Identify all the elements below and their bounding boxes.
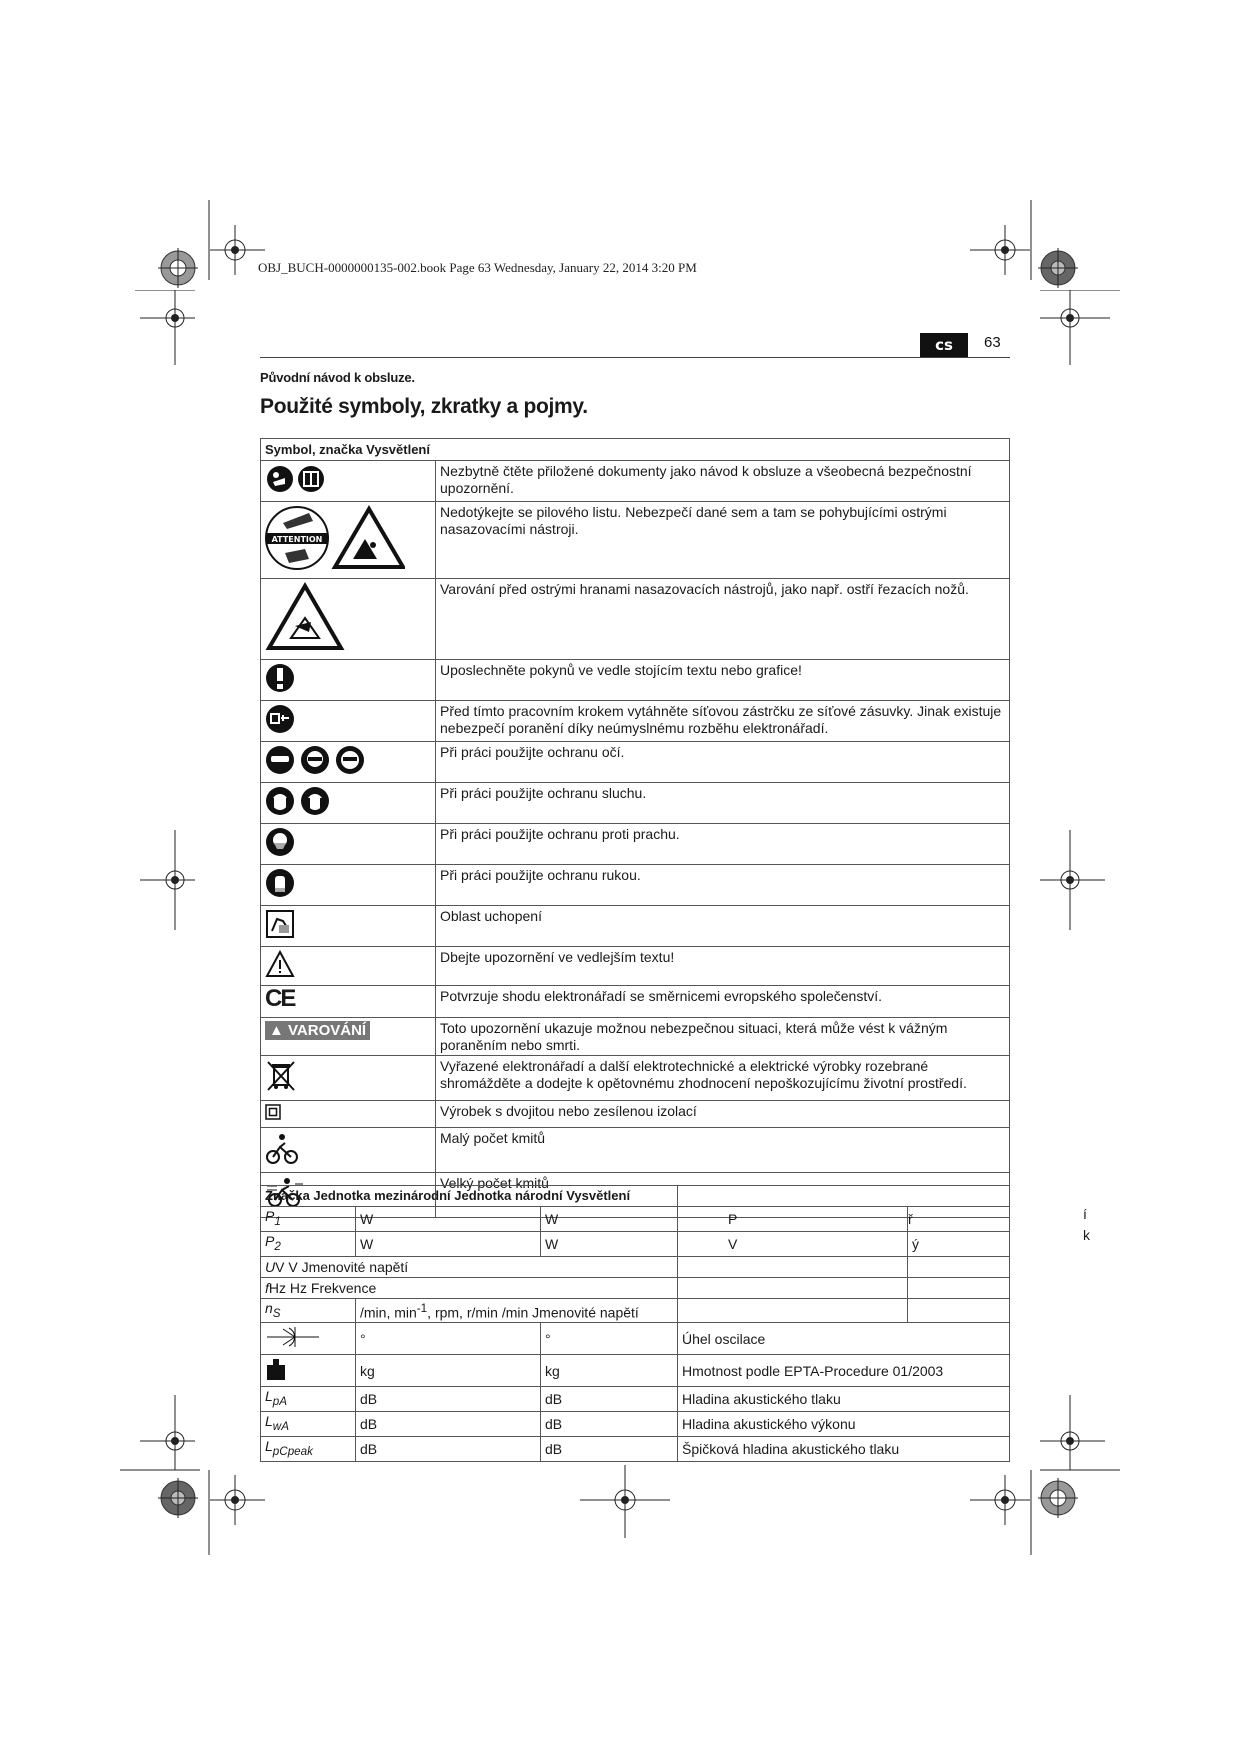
row-description: Dbejte upozornění ve vedlejším textu! bbox=[436, 947, 1010, 986]
symbol-label: P bbox=[265, 1232, 275, 1249]
page-title: Použité symboly, zkratky a pojmy. bbox=[260, 395, 588, 418]
crosshair-mark-bottom-right bbox=[965, 1460, 1035, 1560]
table-row bbox=[261, 1355, 1010, 1387]
table-row bbox=[261, 1412, 1010, 1437]
table-row bbox=[261, 660, 1010, 701]
row-description: Malý počet kmitů bbox=[436, 1128, 1010, 1173]
registration-mark-bottom-right bbox=[1030, 1470, 1090, 1530]
explanation: P bbox=[678, 1207, 908, 1232]
crosshair-mark-left-upper bbox=[135, 290, 195, 370]
saw-blade-warning-icon bbox=[265, 505, 405, 575]
unit-international: ° bbox=[356, 1323, 541, 1355]
table-row bbox=[261, 783, 1010, 824]
symbol-subscript: 1 bbox=[274, 1214, 281, 1228]
row-description: Vyřazené elektronářadí a další elektrotechnické a elektrické výrobky rozebrané shromážděte a dodejte k opětovnému zhodnocení nepoškozujícímu životní prostředí. bbox=[436, 1056, 1010, 1101]
row-description: Při práci použijte ochranu sluchu. bbox=[436, 783, 1010, 824]
crosshair-mark-left-lower bbox=[120, 1395, 200, 1475]
crosshair-mark-bottom-left bbox=[205, 1460, 275, 1560]
crosshair-mark-left-middle bbox=[135, 830, 195, 930]
symbol-subscript: S bbox=[272, 1306, 281, 1320]
symbol-label: L bbox=[265, 1437, 273, 1454]
symbol-subscript: wA bbox=[272, 1419, 289, 1433]
crosshair-mark-right-lower bbox=[1040, 1395, 1120, 1475]
unit-international: /min, min bbox=[360, 1304, 417, 1321]
explanation: Hladina akustického výkonu bbox=[678, 1412, 1010, 1437]
top-rule bbox=[260, 357, 1010, 358]
table-row bbox=[261, 1207, 1010, 1232]
unit-national: dB bbox=[541, 1436, 678, 1461]
table-row bbox=[261, 947, 1010, 986]
unit-national: W bbox=[541, 1231, 678, 1256]
crosshair-mark-bottom-center bbox=[575, 1460, 675, 1540]
oscillation-angle-icon bbox=[265, 1325, 321, 1353]
unit-national: dB bbox=[541, 1387, 678, 1412]
symbols-table bbox=[260, 438, 1010, 1218]
symbol-label: U bbox=[265, 1258, 276, 1275]
table-row bbox=[261, 1277, 1010, 1298]
file-info-header: OBJ_BUCH-0000000135-002.book Page 63 Wednesday, January 22, 2014 3:20 PM bbox=[258, 260, 697, 275]
explanation: Úhel oscilace bbox=[678, 1323, 1010, 1355]
explanation: Hladina akustického tlaku bbox=[678, 1387, 1010, 1412]
table-row bbox=[261, 701, 1010, 742]
explanation: Hmotnost podle EPTA-Procedure 01/2003 bbox=[678, 1355, 1010, 1387]
row-description: Varování před ostrými hranami nasazovacích nástrojů, jako např. ostří řezacích nožů. bbox=[436, 579, 1010, 660]
svg-text:ATTENTION: ATTENTION bbox=[271, 535, 323, 544]
unit-national: W bbox=[541, 1207, 678, 1232]
symbol-subscript: pA bbox=[272, 1395, 288, 1409]
explanation: V bbox=[678, 1231, 908, 1256]
row-description: Oblast uchopení bbox=[436, 906, 1010, 947]
ce-mark-icon: CE bbox=[265, 984, 295, 1012]
language-badge: cs bbox=[920, 333, 968, 357]
row-description: Toto upozornění ukazuje možnou nebezpečnou situaci, která může vést k vážným poraněním nebo smrti. bbox=[436, 1018, 1010, 1056]
explanation-continued: ř bbox=[908, 1207, 1010, 1232]
row-description: Výrobek s dvojitou nebo zesílenou izolací bbox=[436, 1101, 1010, 1128]
unplug-icon bbox=[265, 704, 295, 738]
table-row bbox=[261, 1231, 1010, 1256]
unit-international: dB bbox=[356, 1436, 541, 1461]
symbol-subscript: 2 bbox=[274, 1239, 281, 1253]
table-row bbox=[261, 906, 1010, 947]
unit-superscript: -1 bbox=[416, 1301, 428, 1315]
row-description: Velký počet kmitů bbox=[436, 1173, 1010, 1218]
row-description: Nezbytně čtěte přiložené dokumenty jako návod k obsluze a všeobecná bezpečnostní upozornění. bbox=[436, 461, 1010, 502]
symbol-label: L bbox=[265, 1413, 273, 1430]
units-table bbox=[260, 1185, 1010, 1462]
unit-international: W bbox=[356, 1207, 541, 1232]
units-header-row bbox=[261, 1186, 1010, 1207]
unit-international: dB bbox=[356, 1412, 541, 1437]
unit-and-explanation: V V Jmenovité napětí bbox=[275, 1258, 409, 1275]
ear-protection-icon bbox=[265, 786, 331, 820]
row-description: Nedotýkejte se pilového listu. Nebezpečí dané sem a tam se pohybujícími ostrými nasazovacími nástroji. bbox=[436, 502, 1010, 579]
dust-mask-icon bbox=[265, 827, 295, 861]
explanation: Špičková hladina akustického tlaku bbox=[678, 1436, 1010, 1461]
warning-label-text: VAROVÁNÍ bbox=[288, 1022, 367, 1039]
subtitle: Původní návod k obsluze. bbox=[260, 370, 415, 385]
symbol-label: P bbox=[265, 1208, 275, 1224]
table-row bbox=[261, 1436, 1010, 1461]
unit-national: ° bbox=[541, 1323, 678, 1355]
row-description: Při práci použijte ochranu očí. bbox=[436, 742, 1010, 783]
eye-protection-icon bbox=[265, 745, 365, 779]
symbol-label: n bbox=[265, 1299, 273, 1316]
table-row bbox=[261, 1018, 1010, 1056]
unit-national: kg bbox=[541, 1355, 678, 1387]
symbol-subscript: pCpeak bbox=[272, 1444, 313, 1458]
table-row bbox=[261, 1101, 1010, 1128]
table-row bbox=[261, 1323, 1010, 1355]
crosshair-mark-right-upper bbox=[1040, 290, 1120, 370]
unit-international: W bbox=[356, 1231, 541, 1256]
warning-label-icon: ▲ VAROVÁNÍ bbox=[265, 1021, 370, 1040]
weee-bin-icon bbox=[265, 1059, 297, 1097]
registration-mark-bottom-left bbox=[150, 1470, 210, 1530]
stray-character: k bbox=[1083, 1227, 1090, 1243]
table-row bbox=[261, 1256, 1010, 1277]
gloves-icon bbox=[265, 868, 295, 902]
table-row bbox=[261, 986, 1010, 1018]
table-header: Symbol, značka Vysvětlení bbox=[261, 439, 1010, 461]
units-table-header: Značka Jednotka mezinárodní Jednotka národní Vysvětlení bbox=[261, 1186, 678, 1207]
table-row bbox=[261, 579, 1010, 660]
table-row bbox=[261, 1298, 1010, 1323]
symbol-label: f bbox=[265, 1279, 269, 1296]
warning-triangle-icon bbox=[265, 950, 295, 982]
table-row bbox=[261, 1387, 1010, 1412]
low-vibration-bike-icon bbox=[265, 1131, 299, 1169]
unit-international: kg bbox=[356, 1355, 541, 1387]
table-row bbox=[261, 742, 1010, 783]
row-description: Před tímto pracovním krokem vytáhněte síťovou zástrčku ze síťové zásuvky. Jinak existuje nebezpečí poranění díky neúmyslnému rozběhu elektronářadí. bbox=[436, 701, 1010, 742]
row-description: Při práci použijte ochranu rukou. bbox=[436, 865, 1010, 906]
unit-and-explanation: Hz Hz Frekvence bbox=[268, 1279, 377, 1296]
double-insulation-icon bbox=[265, 1104, 281, 1124]
grip-area-icon bbox=[265, 909, 295, 943]
weight-icon bbox=[265, 1357, 287, 1385]
crosshair-mark-top-left bbox=[205, 200, 275, 290]
table-row bbox=[261, 824, 1010, 865]
explanation-continued: ý bbox=[908, 1231, 1010, 1256]
row-description: Potvrzuje shodu elektronářadí se směrnicemi evropského společenství. bbox=[436, 986, 1010, 1018]
table-row bbox=[261, 502, 1010, 579]
table-row bbox=[261, 1128, 1010, 1173]
page-number: 63 bbox=[984, 334, 1001, 351]
table-row bbox=[261, 461, 1010, 502]
row-description: Při práci použijte ochranu proti prachu. bbox=[436, 824, 1010, 865]
unit-continued: , rpm, r/min /min Jmenovité napětí bbox=[427, 1304, 639, 1321]
table-header-row bbox=[261, 439, 1010, 461]
row-description: Uposlechněte pokynů ve vedle stojícím textu nebo grafice! bbox=[436, 660, 1010, 701]
unit-national: dB bbox=[541, 1412, 678, 1437]
table-row bbox=[261, 1056, 1010, 1101]
symbol-label: L bbox=[265, 1388, 273, 1405]
exclamation-icon bbox=[265, 663, 295, 697]
read-manual-icon bbox=[265, 464, 327, 498]
unit-international: dB bbox=[356, 1387, 541, 1412]
crosshair-mark-right-middle bbox=[1040, 830, 1110, 930]
table-row bbox=[261, 865, 1010, 906]
stray-character: í bbox=[1083, 1206, 1087, 1222]
sharp-edges-warning-icon bbox=[265, 582, 345, 656]
crosshair-mark-top-right bbox=[965, 200, 1035, 290]
